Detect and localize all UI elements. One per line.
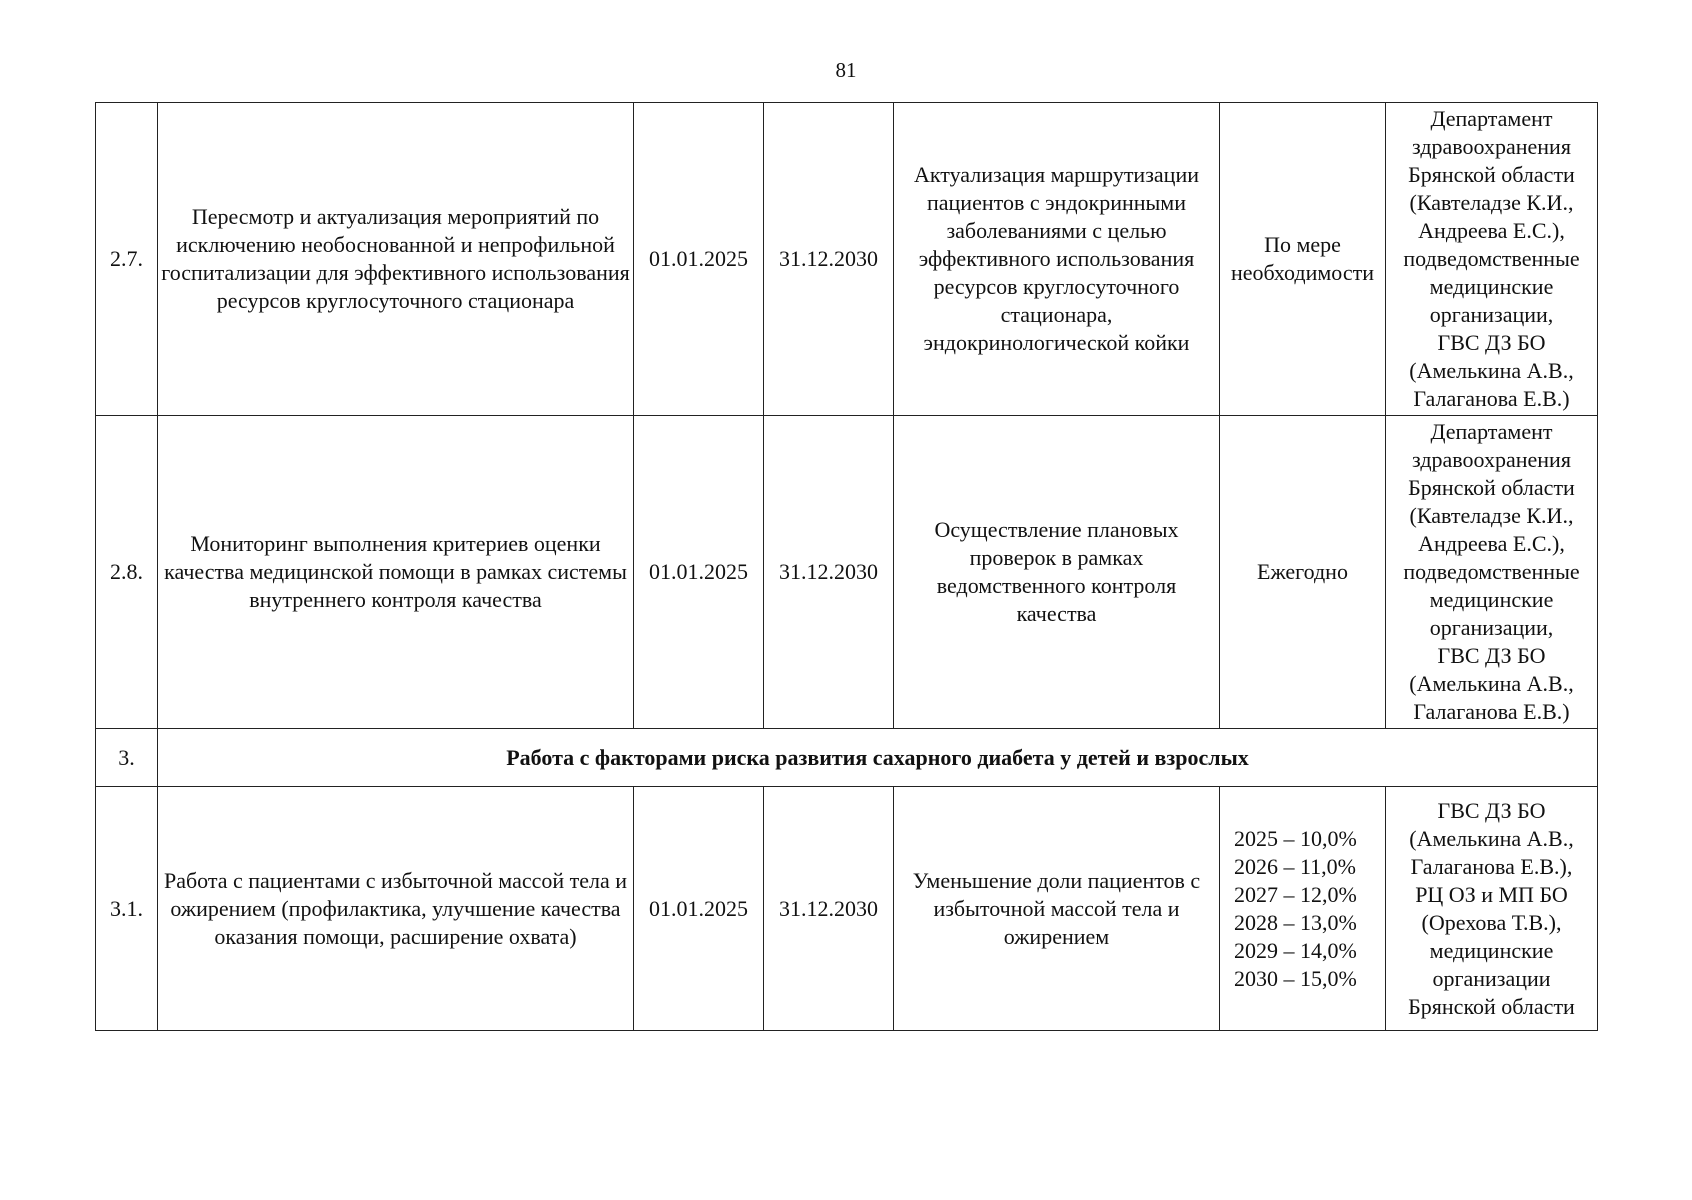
list-line: 2030 – 15,0% [1234,965,1357,991]
responsible-executors [1386,787,1598,1031]
target-values [1220,787,1386,1031]
list-line: организации [1432,965,1551,991]
list-line: (Амелькина А.В., [1409,671,1574,696]
list-line: (Орехова Т.В.), [1421,909,1562,935]
activity-plan-table [95,102,1598,1031]
end-date: 31.12.2030 [764,103,894,416]
start-date: 01.01.2025 [634,787,764,1031]
target-values-list [1222,825,1383,993]
list-line: подведомственные [1403,246,1580,271]
list-line: (Кавтеладзе К.И., [1409,190,1574,215]
list-line: (Кавтеладзе К.И., [1409,503,1574,528]
event-description: Пересмотр и актуализация мероприятий по исключению необоснованной и непрофильной госпитализации для эффективного использования ресурсов круглосуточного стационара [158,103,634,416]
page-number: 81 [835,58,857,82]
list-line: здравоохранения [1412,447,1571,472]
event-description: Мониторинг выполнения критериев оценки качества медицинской помощи в рамках системы внутреннего контроля качества [158,416,634,729]
list-line: 2025 – 10,0% [1234,825,1357,851]
list-line: Андреева Е.С.), [1418,218,1565,243]
list-line: Галаганова Е.В.) [1413,699,1570,724]
start-date: 01.01.2025 [634,103,764,416]
list-line: медицинские [1429,274,1554,299]
list-line: медицинские [1429,587,1554,612]
responsible-executors [1386,103,1598,416]
list-line: (Амелькина А.В., [1409,825,1574,851]
list-line: 2026 – 11,0% [1234,853,1357,879]
list-line: ГВС ДЗ БО [1437,797,1546,823]
list-line: Брянской области [1408,162,1575,187]
start-date: 01.01.2025 [634,416,764,729]
responsible-list [1388,418,1595,726]
list-line: организации, [1429,615,1554,640]
list-line: ГВС ДЗ БО [1437,330,1546,355]
expected-result: Актуализация маршрутизации пациентов с эндокринными заболеваниями с целью эффективного использования ресурсов круглосуточного стационара, эндокринологической койки [894,103,1220,416]
section-number: 3. [96,729,158,787]
list-line: подведомственные [1403,559,1580,584]
list-line: 2028 – 13,0% [1234,909,1357,935]
periodicity: Ежегодно [1220,416,1386,729]
list-line: здравоохранения [1412,134,1571,159]
event-description: Работа с пациентами с избыточной массой тела и ожирением (профилактика, улучшение качества оказания помощи, расширение охвата) [158,787,634,1031]
list-line: Галаганова Е.В.) [1413,386,1570,411]
end-date: 31.12.2030 [764,416,894,729]
list-line: Департамент [1430,419,1553,444]
expected-result: Уменьшение доли пациентов с избыточной массой тела и ожирением [894,787,1220,1031]
row-number: 3.1. [96,787,158,1031]
list-line: РЦ ОЗ и МП БО [1415,881,1568,907]
table-row [96,787,1598,1031]
list-line: медицинские [1429,937,1554,963]
list-line: Брянской области [1408,475,1575,500]
list-line: Галаганова Е.В.), [1410,853,1573,879]
table-row [96,416,1598,729]
responsible-list [1388,797,1595,1021]
list-line: (Амелькина А.В., [1409,358,1574,383]
list-line: 2029 – 14,0% [1234,937,1357,963]
section-row [96,729,1598,787]
responsible-list [1388,105,1595,413]
list-line: 2027 – 12,0% [1234,881,1357,907]
expected-result: Осуществление плановых проверок в рамках ведомственного контроля качества [894,416,1220,729]
list-line: ГВС ДЗ БО [1437,643,1546,668]
list-line: организации, [1429,302,1554,327]
table-row [96,103,1598,416]
periodicity: По мере необходимости [1220,103,1386,416]
responsible-executors [1386,416,1598,729]
list-line: Брянской области [1408,993,1575,1019]
row-number: 2.7. [96,103,158,416]
list-line: Андреева Е.С.), [1418,531,1565,556]
row-number: 2.8. [96,416,158,729]
list-line: Департамент [1430,106,1553,131]
section-title: Работа с факторами риска развития сахарного диабета у детей и взрослых [158,729,1598,787]
end-date: 31.12.2030 [764,787,894,1031]
